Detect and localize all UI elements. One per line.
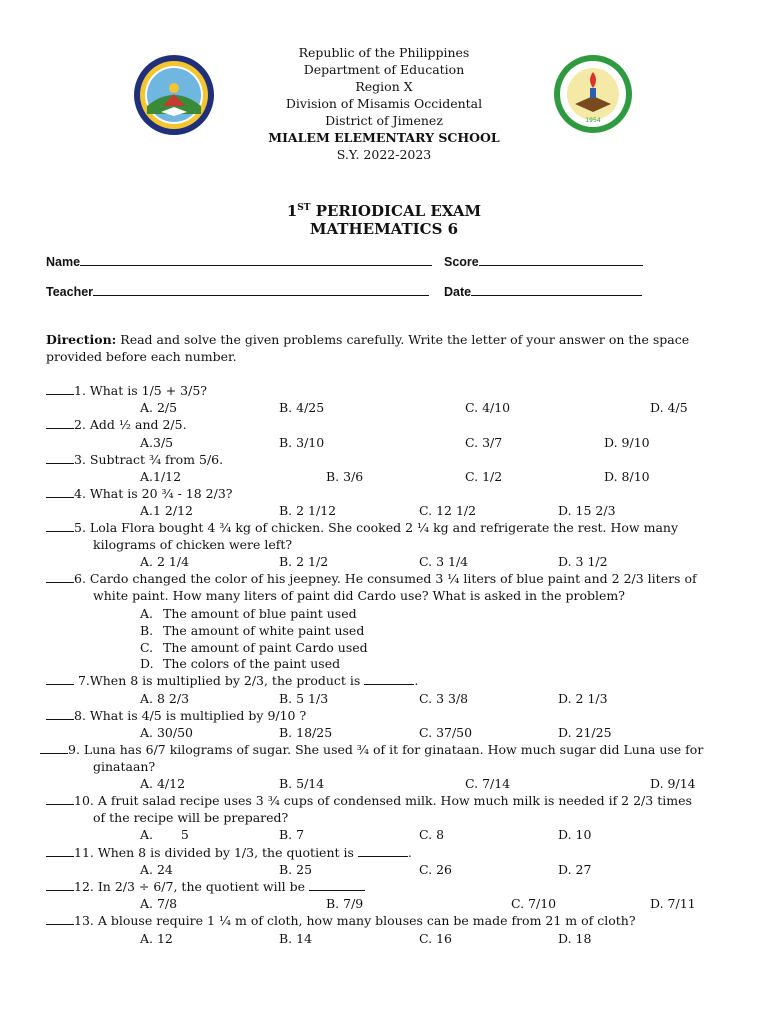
question-3 (46, 452, 223, 467)
answer-blank-2[interactable] (46, 417, 74, 429)
q9-stem-2: ginataan? (93, 759, 156, 774)
answer-blank-6[interactable] (46, 571, 74, 583)
q10-choice-b: B. 7 (279, 827, 305, 842)
q10-stem-2: of the recipe will be prepared? (93, 810, 289, 825)
q4-choice-a: A.1 2/12 (140, 503, 193, 518)
question-1 (46, 383, 207, 398)
q4-choice-c: C. 12 1/2 (419, 503, 477, 518)
q11-choice-d: D. 27 (558, 862, 592, 877)
q13-choice-d: D. 18 (558, 931, 592, 946)
answer-blank-13[interactable] (46, 913, 74, 925)
q3-stem: 3. Subtract ¾ from 5/6. (74, 452, 224, 467)
q13-choice-b: B. 14 (279, 931, 313, 946)
q6-choice-d: The colors of the paint used (163, 656, 341, 671)
q7-fill-blank[interactable] (364, 673, 414, 685)
q11-choice-c: C. 26 (419, 862, 452, 877)
q13-choice-a: A. 12 (140, 931, 173, 946)
q4-stem: 4. What is 20 ¾ - 18 2/3? (74, 486, 233, 501)
q9-choice-c: C. 7/14 (465, 776, 511, 791)
date-field[interactable] (444, 284, 642, 299)
q1-choice-b: B. 4/25 (279, 400, 325, 415)
q9-stem: 9. Luna has 6/7 kilograms of sugar. She used ¾ of it for ginataan. How much sugar did Luna use for (68, 742, 704, 757)
q10-stem: 10. A fruit salad recipe uses 3 ¾ cups of condensed milk. How much milk is needed if 2 2/3 times (74, 793, 692, 808)
q6-choice-d-letter: D. (140, 656, 154, 671)
question-7 (46, 673, 418, 688)
q6-choice-b-letter: B. (140, 623, 154, 638)
q11-stem: 11. When 8 is divided by 1/3, the quotient is (74, 845, 358, 860)
exam-name: PERIODICAL EXAM (310, 202, 482, 220)
q7-choice-b: B. 5 1/3 (279, 691, 329, 706)
question-10 (46, 793, 692, 808)
q12-choice-d: D. 7/11 (650, 896, 696, 911)
name-label: Name (46, 255, 81, 269)
q11-choice-b: B. 25 (279, 862, 313, 877)
q3-choice-b: B. 3/6 (326, 469, 364, 484)
answer-blank-8[interactable] (46, 708, 74, 720)
q6-choice-a-letter: A. (140, 606, 154, 621)
q5-choice-d: D. 3 1/2 (558, 554, 608, 569)
q12-fill-blank[interactable] (309, 879, 365, 891)
question-4 (46, 486, 233, 501)
score-blank[interactable] (479, 254, 643, 266)
q1-choice-a: A. 2/5 (140, 400, 178, 415)
answer-blank-1[interactable] (46, 383, 74, 395)
direction-line-1 (46, 332, 689, 347)
q2-choice-d: D. 9/10 (604, 435, 650, 450)
q9-choice-b: B. 5/14 (279, 776, 325, 791)
q13-choice-c: C. 16 (419, 931, 452, 946)
q3-choice-d: D. 8/10 (604, 469, 650, 484)
answer-blank-9[interactable] (40, 742, 68, 754)
direction-label: Direction: (46, 332, 117, 347)
header-line-5: District of Jimenez (325, 113, 443, 128)
q13-stem: 13. A blouse require 1 ¼ m of cloth, how many blouses can be made from 21 m of cloth? (74, 913, 636, 928)
q10-choice-a: A. 5 (140, 827, 189, 842)
question-9 (40, 742, 703, 757)
q5-stem: 5. Lola Flora bought 4 ¾ kg of chicken. She cooked 2 ¼ kg and refrigerate the rest. How many (74, 520, 679, 535)
q4-choice-d: D. 15 2/3 (558, 503, 616, 518)
q6-stem-2: white paint. How many liters of paint did Cardo use? What is asked in the problem? (93, 588, 625, 603)
q5-choice-a: A. 2 1/4 (140, 554, 190, 569)
q2-choice-a: A.3/5 (140, 435, 174, 450)
q4-choice-b: B. 2 1/12 (279, 503, 337, 518)
q7-end: . (414, 673, 419, 688)
answer-blank-12[interactable] (46, 879, 74, 891)
q7-choice-a: A. 8 2/3 (140, 691, 190, 706)
q2-stem: 2. Add ½ and 2/5. (74, 417, 187, 432)
school-name: MIALEM ELEMENTARY SCHOOL (268, 130, 500, 145)
q7-choice-c: C. 3 3/8 (419, 691, 469, 706)
question-12 (46, 879, 365, 894)
q11-end: . (407, 845, 412, 860)
question-2 (46, 417, 187, 432)
answer-blank-10[interactable] (46, 793, 74, 805)
q12-choice-c: C. 7/10 (511, 896, 557, 911)
seal-year: 1954 (585, 117, 601, 124)
q3-choice-a: A.1/12 (140, 469, 182, 484)
name-field[interactable] (46, 254, 432, 269)
exam-number-suffix: ST (297, 203, 311, 213)
answer-blank-4[interactable] (46, 486, 74, 498)
q5-choice-c: C. 3 1/4 (419, 554, 469, 569)
q1-stem: 1. What is 1/5 + 3/5? (74, 383, 207, 398)
score-label: Score (444, 255, 479, 269)
date-blank[interactable] (471, 284, 642, 296)
q2-choice-c: C. 3/7 (465, 435, 503, 450)
date-label: Date (444, 285, 472, 299)
direction-text-1: Read and solve the given problems carefully. Write the letter of your answer on the space (116, 332, 690, 347)
answer-blank-5[interactable] (46, 520, 74, 532)
q6-choice-c: The amount of paint Cardo used (163, 640, 368, 655)
answer-blank-3[interactable] (46, 452, 74, 464)
q12-choice-b: B. 7/9 (326, 896, 364, 911)
q1-choice-c: C. 4/10 (465, 400, 511, 415)
question-8 (46, 708, 306, 723)
q5-stem-2: kilograms of chicken were left? (93, 537, 293, 552)
header-line-2: Department of Education (303, 62, 465, 77)
q12-choice-a: A. 7/8 (140, 896, 178, 911)
q8-choice-a: A. 30/50 (140, 725, 193, 740)
teacher-blank[interactable] (93, 284, 429, 296)
header-line-1: Republic of the Philippines (298, 45, 470, 60)
question-13 (46, 913, 636, 928)
q8-choice-c: C. 37/50 (419, 725, 473, 740)
header-line-4: Division of Misamis Occidental (285, 96, 483, 111)
q8-choice-b: B. 18/25 (279, 725, 333, 740)
q9-choice-a: A. 4/12 (140, 776, 186, 791)
q10-choice-c: C. 8 (419, 827, 445, 842)
direction-text-2: provided before each number. (46, 349, 237, 364)
exam-title (0, 198, 768, 221)
teacher-label: Teacher (46, 285, 94, 299)
answer-blank-7[interactable] (46, 673, 74, 685)
question-6 (46, 571, 697, 586)
q6-choice-c-letter: C. (140, 640, 154, 655)
q12-stem: 12. In 2/3 ÷ 6/7, the quotient will be (74, 879, 309, 894)
score-field[interactable] (444, 254, 643, 269)
name-blank[interactable] (80, 254, 432, 266)
q6-choice-b: The amount of white paint used (163, 623, 365, 638)
q8-stem: 8. What is 4/5 is multiplied by 9/10 ? (74, 708, 307, 723)
header-line-3: Region X (355, 79, 413, 94)
question-11 (46, 845, 412, 860)
teacher-field[interactable] (46, 284, 429, 299)
q11-choice-a: A. 24 (140, 862, 173, 877)
q11-fill-blank[interactable] (358, 845, 408, 857)
q10-choice-d: D. 10 (558, 827, 592, 842)
q9-choice-d: D. 9/14 (650, 776, 696, 791)
q8-choice-d: D. 21/25 (558, 725, 612, 740)
q5-choice-b: B. 2 1/2 (279, 554, 329, 569)
school-year: S.Y. 2022-2023 (336, 147, 432, 162)
q6-stem: 6. Cardo changed the color of his jeepney. He consumed 3 ¼ liters of blue paint and 2 2/3 liters of (74, 571, 697, 586)
q2-choice-b: B. 3/10 (279, 435, 325, 450)
exam-number: 1 (286, 202, 298, 220)
question-5 (46, 520, 678, 535)
exam-subject: MATHEMATICS 6 (309, 220, 459, 238)
answer-blank-11[interactable] (46, 845, 74, 857)
q3-choice-c: C. 1/2 (465, 469, 503, 484)
q6-choice-a: The amount of blue paint used (163, 606, 357, 621)
q7-stem: 7.When 8 is multiplied by 2/3, the product is (74, 673, 365, 688)
q1-choice-d: D. 4/5 (650, 400, 688, 415)
header-block (0, 44, 768, 163)
q7-choice-d: D. 2 1/3 (558, 691, 608, 706)
